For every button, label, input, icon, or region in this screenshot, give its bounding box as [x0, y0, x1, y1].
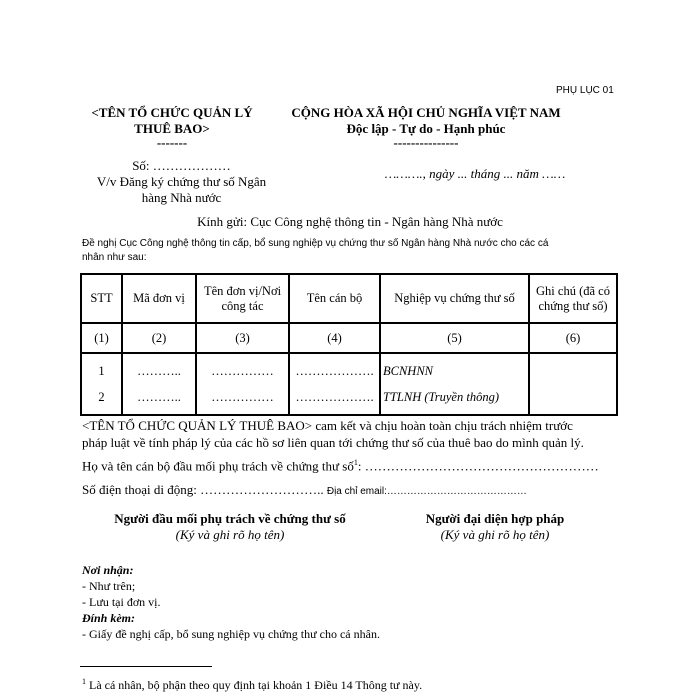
unit-code-cell	[122, 353, 196, 415]
table-row-2-staff-name: ……………….	[295, 390, 374, 404]
service-cell	[380, 353, 529, 415]
recipient-item-2: - Lưu tại đơn vị.	[82, 595, 161, 609]
recipients-block	[82, 562, 582, 642]
table-row-1-unit-code: ………..	[137, 364, 181, 378]
signature-right-title: Người đại diện hợp pháp	[425, 511, 565, 526]
org-name-line1: <TÊN TỔ CHỨC QUẢN LÝ	[91, 105, 253, 120]
signature-left-note: (Ký và ghi rõ họ tên)	[175, 527, 285, 542]
national-header	[278, 105, 574, 149]
phone-email-line	[82, 482, 527, 498]
commitment-line2: pháp luật về tính pháp lý của các hồ sơ liên quan tới chứng thư số của thuê bao do mình quản lý.	[82, 435, 584, 450]
registration-table	[80, 273, 618, 416]
request-line1: Đề nghị Cục Công nghệ thông tin cấp, bổ sung nghiệp vụ chứng thư số Ngân hàng Nhà nước cho các cá	[82, 238, 549, 249]
col-number-3: (3)	[196, 323, 289, 353]
table-number-row	[81, 323, 617, 353]
table-row-1-unit-name: ……………	[211, 364, 274, 378]
col-number-2: (2)	[122, 323, 196, 353]
motto: Độc lập - Tự do - Hạnh phúc	[346, 121, 506, 136]
col-header-note: Ghi chú (đã có chứng thư số)	[529, 274, 617, 323]
date-line: ………., ngày ... tháng ... năm ……	[384, 166, 566, 181]
doc-number-block	[84, 158, 279, 206]
doc-subject-line2: hàng Nhà nước	[141, 190, 222, 205]
contact-name-label: Họ và tên cán bộ đầu mối phụ trách về chứng thư số	[82, 458, 354, 474]
col-header-unit-name: Tên đơn vị/Nơi công tác	[196, 274, 289, 323]
attachment-item-1: - Giấy đề nghị cấp, bổ sung nghiệp vụ chứng thư cho cá nhân.	[82, 627, 380, 641]
footnote-ref: 1	[353, 458, 358, 467]
table-data-row	[81, 353, 617, 415]
org-name-block	[82, 105, 262, 149]
appendix-label: PHỤ LỤC 01	[556, 85, 614, 96]
table-header-row	[81, 274, 617, 323]
footnote-text: Là cá nhân, bộ phận theo quy định tại khoản 1 Điều 14 Thông tư này.	[86, 678, 423, 692]
col-header-certificate-service: Nghiệp vụ chứng thư số	[380, 274, 529, 323]
col-header-staff-name: Tên cán bộ	[289, 274, 380, 323]
table-row-2-service: TTLNH (Truyền thông)	[383, 390, 499, 404]
footnote-divider	[80, 666, 212, 667]
request-line2: nhân như sau:	[82, 252, 147, 263]
email-field[interactable]: Địa chỉ email:……………………………………	[326, 486, 527, 497]
col-number-5: (5)	[380, 323, 529, 353]
greeting: Kính gửi: Cục Công nghệ thông tin - Ngân hàng Nhà nước	[197, 214, 503, 229]
commitment-text	[82, 417, 642, 451]
attachments-title: Đính kèm:	[82, 611, 136, 625]
motto-dash: ---------------	[393, 135, 459, 150]
signature-right-note: (Ký và ghi rõ họ tên)	[440, 527, 550, 542]
request-text	[82, 237, 622, 265]
footnote	[82, 677, 422, 693]
commitment-line1: <TÊN TỔ CHỨC QUẢN LÝ THUÊ BAO> cam kết và chịu hoàn toàn chịu trách nhiệm trước	[82, 418, 573, 433]
country-name: CỘNG HÒA XÃ HỘI CHỦ NGHĨA VIỆT NAM	[291, 105, 561, 120]
recipient-item-1: - Như trên;	[82, 579, 136, 593]
table-row-2-stt: 2	[98, 390, 105, 404]
recipients-title: Nơi nhận:	[82, 563, 134, 577]
org-name-dash: -------	[156, 135, 188, 150]
footnote-number: 1	[82, 677, 86, 686]
table-row-1-stt: 1	[98, 364, 105, 378]
table-row-1-service: BCNHNN	[383, 364, 434, 378]
col-header-unit-code: Mã đơn vị	[122, 274, 196, 323]
table-row-1-staff-name: ……………….	[295, 364, 374, 378]
stt-cell	[81, 353, 122, 415]
table-row-2-note	[532, 388, 614, 414]
col-number-1: (1)	[81, 323, 122, 353]
contact-name-line	[82, 458, 599, 474]
table-row-2-unit-name: ……………	[211, 390, 274, 404]
table-row-2-unit-code: ………..	[137, 390, 181, 404]
col-number-6: (6)	[529, 323, 617, 353]
contact-name-field[interactable]: : ………………………………………………	[357, 458, 599, 474]
table-row-1-note	[532, 362, 614, 388]
signature-left-title: Người đầu mối phụ trách về chứng thư số	[114, 511, 346, 526]
unit-name-cell	[196, 353, 289, 415]
doc-subject-line1: V/v Đăng ký chứng thư số Ngân	[96, 174, 267, 189]
staff-name-cell	[289, 353, 380, 415]
note-cell	[529, 353, 617, 415]
org-name-line2: THUÊ BAO>	[134, 121, 210, 136]
doc-number: Số: ………………	[132, 158, 231, 173]
signature-left	[90, 511, 370, 543]
col-header-stt: STT	[81, 274, 122, 323]
phone-field[interactable]: Số điện thoại di động: ………………………..	[82, 482, 327, 497]
signature-right	[390, 511, 600, 543]
col-number-4: (4)	[289, 323, 380, 353]
